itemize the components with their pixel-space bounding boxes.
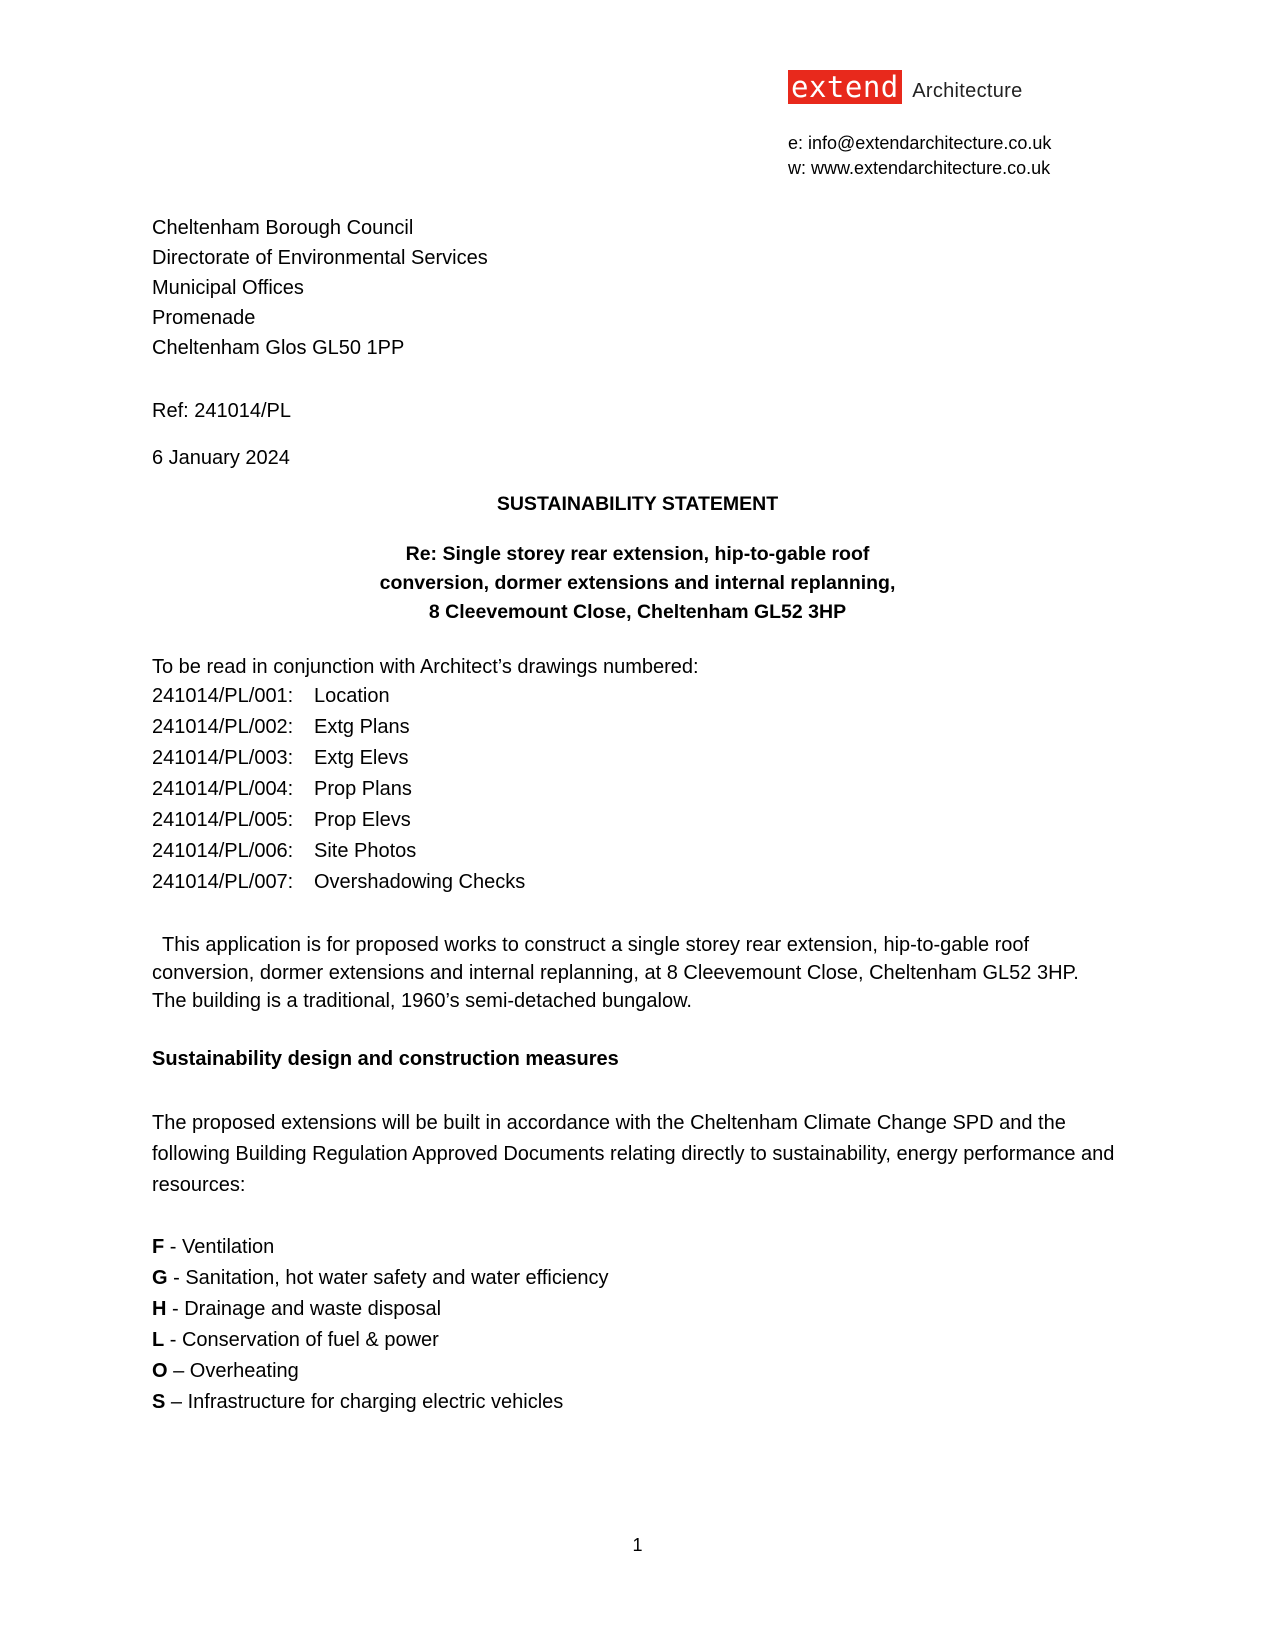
regulation-letter: L	[152, 1329, 165, 1351]
regulation-letter: H	[152, 1298, 167, 1320]
drawing-code: 241014/PL/007:	[152, 871, 294, 893]
address-line: Directorate of Environmental Services	[152, 247, 488, 269]
list-item	[152, 867, 699, 898]
address-line: Cheltenham Glos GL50 1PP	[152, 337, 405, 359]
regulation-text: – Infrastructure for charging electric vehicles	[165, 1391, 564, 1413]
section-heading: Sustainability design and construction measures	[152, 1048, 619, 1070]
regulation-text: - Sanitation, hot water safety and water efficiency	[167, 1267, 609, 1289]
section-paragraph: The proposed extensions will be built in accordance with the Cheltenham Climate Change SPD and the following Building Regulation Approved Documents relating directly to sustainability, energy performance and resources:	[152, 1112, 1115, 1196]
subject-line-3: 8 Cleevemount Close, Cheltenham GL52 3HP	[428, 601, 847, 623]
contact-website: w: www.extendarchitecture.co.uk	[788, 158, 1051, 178]
regulation-letter: S	[152, 1391, 166, 1413]
drawing-title: Prop Elevs	[314, 809, 411, 831]
drawing-title: Prop Plans	[314, 778, 412, 800]
drawing-code: 241014/PL/004:	[152, 778, 294, 800]
list-item	[152, 1232, 609, 1263]
list-item	[152, 774, 699, 805]
regulation-text: - Ventilation	[164, 1236, 275, 1258]
letter-date: 6 January 2024	[152, 447, 290, 469]
drawing-title: Location	[314, 685, 390, 707]
regulations-list	[152, 1232, 609, 1418]
list-item	[152, 681, 699, 712]
list-item	[152, 1356, 609, 1387]
drawings-list	[152, 653, 699, 898]
drawing-code: 241014/PL/006:	[152, 840, 294, 862]
logo-wordmark: Architecture	[912, 80, 1023, 102]
regulation-letter: O	[152, 1360, 168, 1382]
regulation-text: - Conservation of fuel & power	[164, 1329, 439, 1351]
contact-block	[788, 131, 1051, 181]
address-line: Promenade	[152, 307, 256, 329]
drawing-title: Extg Elevs	[314, 747, 409, 769]
address-line: Cheltenham Borough Council	[152, 217, 414, 239]
recipient-address	[152, 213, 488, 363]
contact-email: e: info@extendarchitecture.co.uk	[788, 133, 1052, 153]
regulation-letter: F	[152, 1236, 165, 1258]
subject-line	[0, 540, 1275, 627]
address-line: Municipal Offices	[152, 277, 304, 299]
logo-mark: extend	[788, 70, 902, 104]
list-item	[152, 1263, 609, 1294]
reference: Ref: 241014/PL	[152, 400, 291, 422]
page-number: 1	[632, 1535, 643, 1555]
list-item	[152, 743, 699, 774]
drawing-code: 241014/PL/002:	[152, 716, 294, 738]
subject-line-1: Re: Single storey rear extension, hip-to-gable roof	[405, 543, 870, 565]
list-item	[152, 1294, 609, 1325]
drawing-title: Extg Plans	[314, 716, 410, 738]
document-title: SUSTAINABILITY STATEMENT	[496, 493, 779, 515]
list-item	[152, 836, 699, 867]
intro-paragraph-text: This application is for proposed works to construct a single storey rear extension, hip-to-gable roof conversion, dormer extensions and internal replanning, at 8 Cleevemount Close, Cheltenham GL52 3HP. The building is a traditional, 1960’s semi-detached bungalow.	[152, 934, 1079, 1012]
regulation-text: - Drainage and waste disposal	[166, 1298, 442, 1320]
list-item	[152, 1387, 609, 1418]
list-item	[152, 805, 699, 836]
drawing-title: Site Photos	[314, 840, 417, 862]
list-item	[152, 1325, 609, 1356]
drawing-code: 241014/PL/005:	[152, 809, 294, 831]
subject-line-2: conversion, dormer extensions and internal replanning,	[379, 572, 896, 594]
regulation-letter: G	[152, 1267, 168, 1289]
regulation-text: – Overheating	[167, 1360, 299, 1382]
drawing-code: 241014/PL/001:	[152, 685, 294, 707]
drawings-intro: To be read in conjunction with Architect’s drawings numbered:	[152, 656, 699, 678]
drawing-title: Overshadowing Checks	[314, 871, 526, 893]
list-item	[152, 712, 699, 743]
intro-paragraph	[152, 931, 1117, 1015]
company-logo	[788, 70, 1023, 104]
drawing-code: 241014/PL/003:	[152, 747, 294, 769]
